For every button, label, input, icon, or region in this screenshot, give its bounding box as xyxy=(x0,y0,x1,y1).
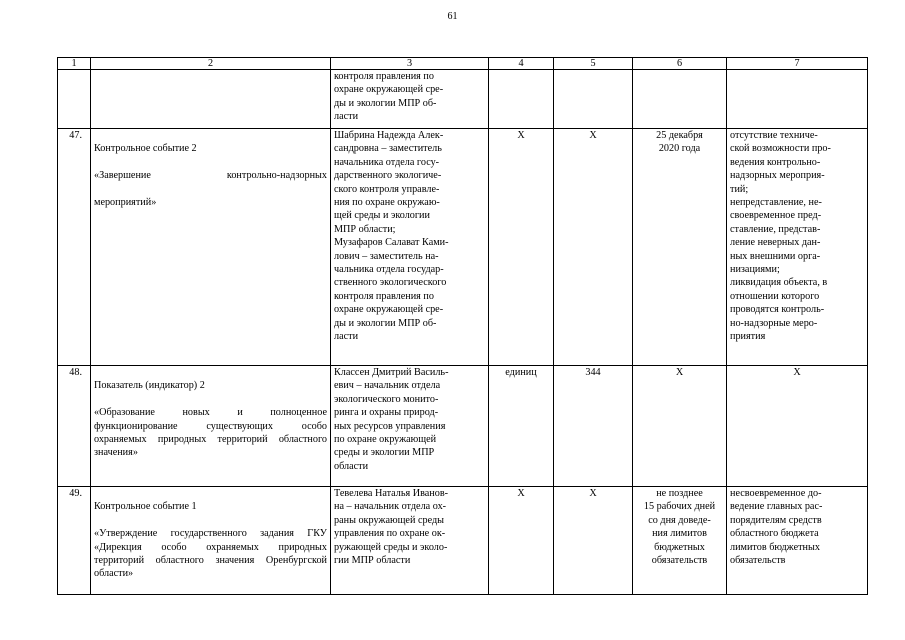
event-description: «Завершение контрольно-надзорных xyxy=(94,170,327,182)
row-number: 47. xyxy=(58,129,91,366)
events-table xyxy=(57,57,868,595)
responsible-cell: контроля правления по охране окружающей сре- ды и экологии МПР об- ласти xyxy=(331,70,489,129)
header-cell: 7 xyxy=(727,58,868,70)
unit-cell: Х xyxy=(489,129,554,366)
event-cell xyxy=(91,129,331,366)
table-cell xyxy=(489,70,554,129)
deadline-cell: 25 декабря 2020 года xyxy=(633,129,727,366)
risk-cell: отсутствие техниче- ской возможности про- ведения контрольно- надзорных мероприя- тий; непредставление, не- своевременное пред- ставление, представ- ление неверных дан- ных внешними орга- низациями; ликвидация объекта, в отношении которого проводятся контроль- но-надзорные меро- приятия xyxy=(727,129,868,366)
event-title: Контрольное событие 1 xyxy=(94,501,197,513)
table-cell xyxy=(58,70,91,129)
table-row-continuation xyxy=(58,70,868,129)
header-cell: 5 xyxy=(554,58,633,70)
event-title: Контрольное событие 2 xyxy=(94,143,197,155)
value-cell: Х xyxy=(554,129,633,366)
header-cell: 6 xyxy=(633,58,727,70)
row-number: 48. xyxy=(58,366,91,487)
event-description: мероприятий» xyxy=(94,197,157,209)
event-cell xyxy=(91,366,331,487)
deadline-cell: Х xyxy=(633,366,727,487)
value-cell: 344 xyxy=(554,366,633,487)
responsible-cell: Тевелева Наталья Иванов- на – начальник отдела ох- раны окружающей среды управления по охране ок- ружающей среды и эколо- гии МПР области xyxy=(331,487,489,595)
header-row xyxy=(58,58,868,70)
responsible-cell: Шабрина Надежда Алек- сандровна – заместитель начальника отдела госу- дарственного экологиче- ского контроля управле- ния по охране окружаю- щей среды и экологии МПР области; Музафаров Салават Ками- лович – заместитель на- чальника отдела государ- ственного экологического контроля правления по охране окружающей сре- ды и экологии МПР об- ласти xyxy=(331,129,489,366)
event-title: Показатель (индикатор) 2 xyxy=(94,380,205,392)
header-cell: 4 xyxy=(489,58,554,70)
event-description: «Образование новых и полноценное функционирование существующих особо охраняемых природных территорий областного значения» xyxy=(94,407,327,459)
table-cell xyxy=(91,70,331,129)
header-cell: 1 xyxy=(58,58,91,70)
table-cell xyxy=(633,70,727,129)
value-cell: Х xyxy=(554,487,633,595)
event-cell xyxy=(91,487,331,595)
risk-cell: несвоевременное до- ведение главных рас- порядителям средств областного бюджета лимитов бюджетных обязательств xyxy=(727,487,868,595)
unit-cell: Х xyxy=(489,487,554,595)
unit-cell: единиц xyxy=(489,366,554,487)
row-number: 49. xyxy=(58,487,91,595)
deadline-cell: не позднее 15 рабочих дней со дня доведе- ния лимитов бюджетных обязательств xyxy=(633,487,727,595)
risk-cell: Х xyxy=(727,366,868,487)
page-number: 61 xyxy=(447,11,458,22)
table-cell xyxy=(554,70,633,129)
event-description: «Утверждение государственного задания ГКУ «Дирекция особо охраняемых природных территорий областного значения Оренбургской области» xyxy=(94,528,327,580)
table-row xyxy=(58,129,868,366)
table-row xyxy=(58,487,868,595)
responsible-cell: Классен Дмитрий Василь- евич – начальник отдела экологического монито- ринга и охраны природ- ных ресурсов управления по охране окружающей среды и экологии МПР области xyxy=(331,366,489,487)
header-cell: 2 xyxy=(91,58,331,70)
table-cell xyxy=(727,70,868,129)
table-row xyxy=(58,366,868,487)
header-cell: 3 xyxy=(331,58,489,70)
